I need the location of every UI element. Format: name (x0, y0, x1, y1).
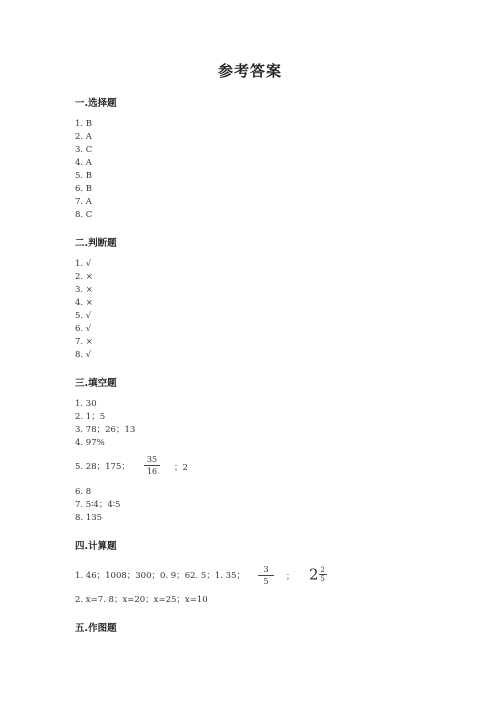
judge-answer-5: 5. √ (75, 311, 92, 321)
choice-answer-4: 4. A (75, 158, 92, 168)
choice-answer-2: 2. A (75, 132, 92, 142)
fraction-denominator: 16 (146, 467, 158, 476)
calc-answer-1-fraction (258, 565, 274, 586)
judge-answer-7: 7. × (75, 337, 93, 347)
judge-answer-6: 6. √ (75, 324, 92, 334)
choice-answer-1: 1. B (75, 119, 93, 129)
choice-answer-7: 7. A (75, 197, 92, 207)
fill-answer-5-prefix: 5. 28；175； (75, 462, 130, 472)
choice-answer-3: 3. C (75, 145, 93, 155)
fill-answer-5-suffix: ；2 (174, 463, 188, 473)
calc-answer-1-separator: ； (286, 572, 295, 582)
fill-answer-3: 3. 78；26；13 (75, 425, 136, 435)
fill-answer-7: 7. 5∶4；4∶5 (75, 500, 121, 510)
fill-answer-6: 6. 8 (75, 487, 92, 497)
calc-answer-1-prefix: 1. 46；1008；300；0. 9；62. 5；1. 35； (75, 571, 245, 581)
choice-answer-6: 6. B (75, 184, 93, 194)
mixed-whole: 2 (309, 565, 319, 584)
choice-answer-8: 8. C (75, 210, 93, 220)
fill-answer-1: 1. 30 (75, 399, 97, 409)
fill-answer-5-fraction (144, 455, 160, 476)
calc-answer-1-mixed-number (309, 564, 327, 584)
fraction-numerator: 3 (258, 565, 274, 576)
choice-answer-5: 5. B (75, 171, 93, 181)
fraction-numerator: 35 (144, 455, 160, 466)
fill-answer-4: 4. 97% (75, 438, 105, 448)
section-heading-calc: 四.计算题 (75, 541, 117, 552)
judge-answer-4: 4. × (75, 298, 93, 308)
section-heading-judge: 二.判断题 (75, 238, 117, 249)
page-title: 参考答案 (217, 62, 282, 80)
mixed-numerator: 2 (320, 566, 325, 574)
judge-answer-1: 1. √ (75, 259, 92, 269)
judge-answer-2: 2. × (75, 272, 93, 282)
judge-answer-8: 8. √ (75, 350, 92, 360)
mixed-denominator: 5 (320, 575, 325, 583)
calc-answer-2: 2. x=7. 8；x=20；x=25；x=10 (75, 595, 208, 605)
section-heading-draw: 五.作图题 (75, 623, 117, 634)
mixed-fraction (319, 566, 327, 583)
fraction-denominator: 5 (263, 577, 269, 586)
section-heading-choice: 一.选择题 (75, 98, 117, 109)
judge-answer-3: 3. × (75, 285, 93, 295)
fill-answer-2: 2. 1；5 (75, 412, 106, 422)
section-heading-fill: 三.填空题 (75, 378, 117, 389)
fill-answer-8: 8. 135 (75, 513, 103, 523)
